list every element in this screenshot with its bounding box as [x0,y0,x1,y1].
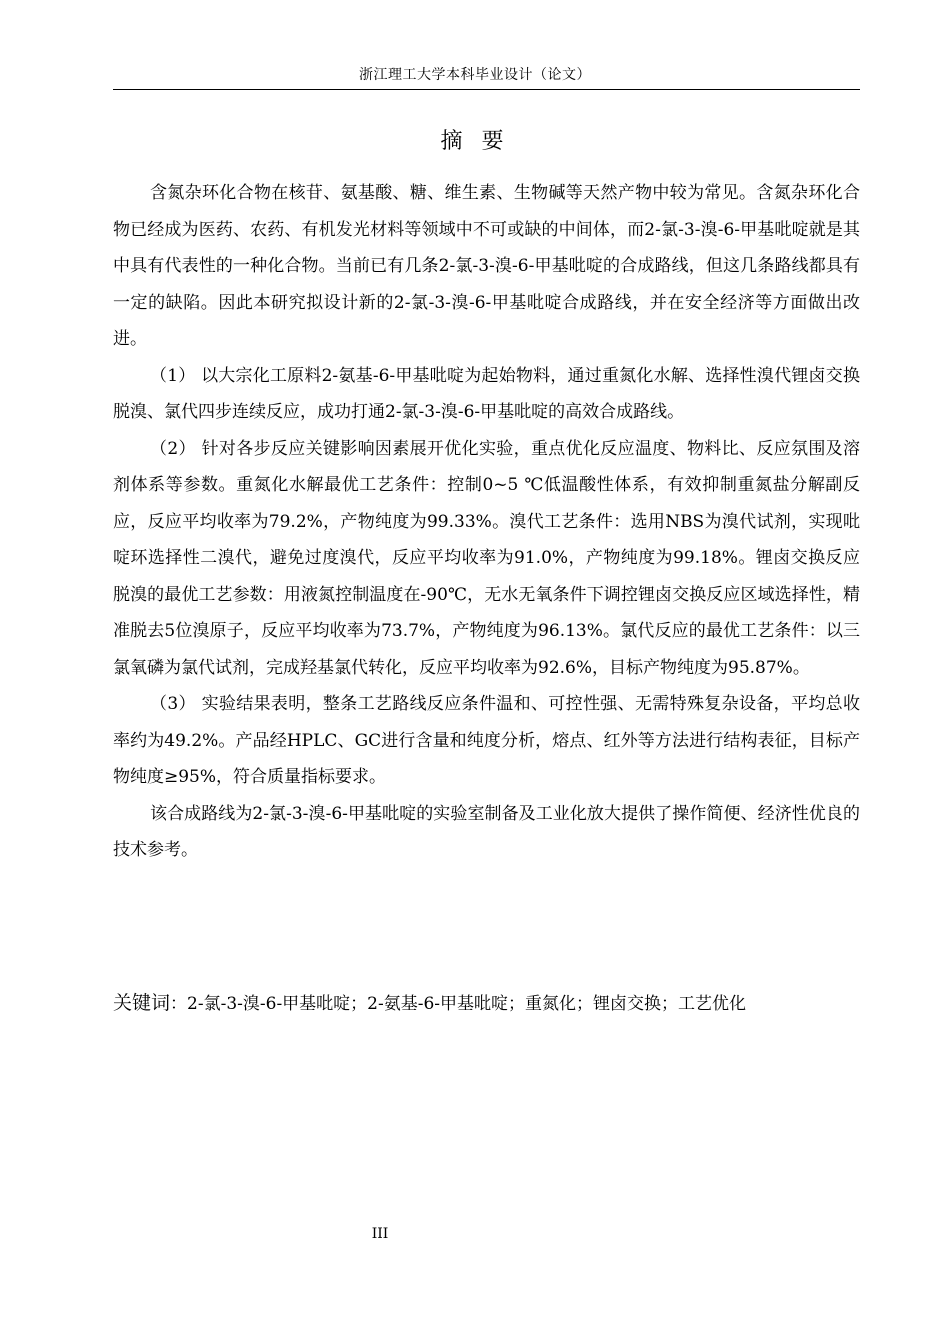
page-number: III [371,1226,389,1242]
running-header: 浙江理工大学本科毕业设计（论文） [359,67,591,83]
header-rule [113,89,860,90]
keywords-text: 2-氯-3-溴-6-甲基吡啶；2-氨基-6-甲基吡啶；重氮化；锂卤交换；工艺优化 [187,994,747,1014]
abstract-body [113,175,860,869]
abstract-paragraph-conclusion: 该合成路线为2-氯-3-溴-6-甲基吡啶的实验室制备及工业化放大提供了操作简便、经济性优良的技术参考。 [113,803,860,860]
abstract-paragraph-intro: 含氮杂环化合物在核苷、氨基酸、糖、维生素、生物碱等天然产物中较为常见。含氮杂环化合物已经成为医药、农药、有机发光材料等领域中不可或缺的中间体，而2-氯-3-溴-6-甲基吡啶就是其中具有代表性的一种化合物。当前已有几条2-氯-3-溴-6-甲基吡啶的合成路线，但这几条路线都具有一定的缺陷。因此本研究拟设计新的2-氯-3-溴-6-甲基吡啶合成路线，并在安全经济等方面做出改进。 [113,183,860,349]
abstract-title: 摘 要 [440,129,510,154]
abstract-paragraph-route: （1） 以大宗化工原料2-氨基-6-甲基吡啶为起始物料，通过重氮化水解、选择性溴代锂卤交换脱溴、氯代四步连续反应，成功打通2-氯-3-溴-6-甲基吡啶的高效合成路线。 [113,365,860,422]
keywords-separator: ： [170,994,188,1014]
keywords-line [113,989,860,1018]
keywords-label: 关键词 [113,992,171,1014]
abstract-paragraph-optimization: （2） 针对各步反应关键影响因素展开优化实验，重点优化反应温度、物料比、反应氛围及溶剂体系等参数。重氮化水解最优工艺条件：控制0~5 ℃低温酸性体系，有效抑制重氮盐分解副反应，反应平均收率为79.2%，产物纯度为99.33%。溴代工艺条件：选用NBS为溴代试剂，实现吡啶环选择性二溴代，避免过度溴代，反应平均收率为91.0%，产物纯度为99.18%。锂卤交换反应脱溴的最优工艺参数：用液氮控制温度在-90℃，无水无氧条件下调控锂卤交换反应区域选择性，精准脱去5位溴原子，反应平均收率为73.7%，产物纯度为96.13%。氯代反应的最优工艺条件：以三氯氧磷为氯代试剂，完成羟基氯代转化，反应平均收率为92.6%，目标产物纯度为95.87%。 [113,438,860,678]
abstract-paragraph-results: （3） 实验结果表明，整条工艺路线反应条件温和、可控性强、无需特殊复杂设备，平均总收率约为49.2%。产品经HPLC、GC进行含量和纯度分析，熔点、红外等方法进行结构表征，目标产物纯度≥95%，符合质量指标要求。 [113,694,860,787]
